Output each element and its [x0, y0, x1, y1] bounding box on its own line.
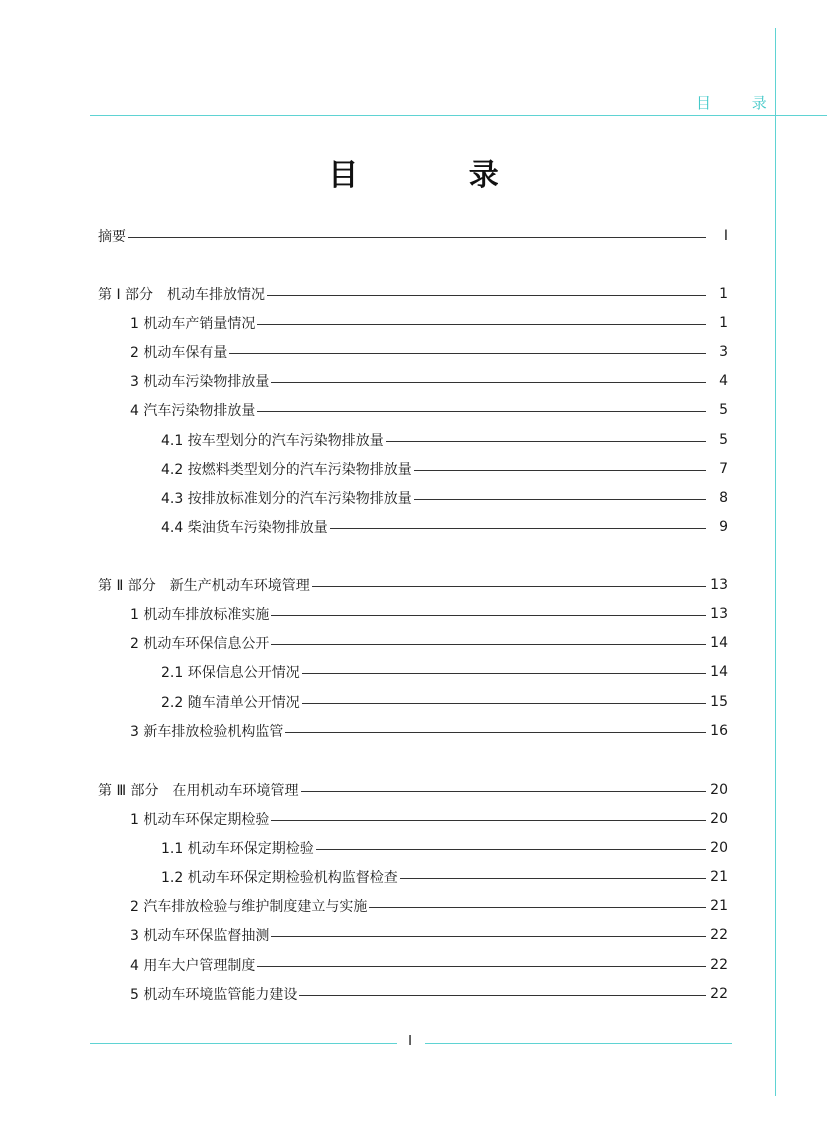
toc-leader-line	[299, 995, 706, 996]
toc-leader-line	[386, 441, 706, 442]
toc-entry[interactable]	[130, 955, 728, 975]
toc-entry[interactable]	[130, 809, 728, 829]
toc-entry-title: 1 机动车环保定期检验	[130, 812, 270, 828]
toc-leader-line	[369, 907, 706, 908]
toc-subentry[interactable]	[161, 459, 728, 479]
toc-leader-line	[257, 324, 706, 325]
toc-entry[interactable]	[130, 313, 728, 333]
toc-entry-title: 1.2 机动车环保定期检验机构监督检查	[161, 870, 398, 886]
toc-leader-line	[229, 353, 706, 354]
toc-entry-title: 第 Ⅲ 部分 在用机动车环境管理	[98, 783, 299, 799]
toc-entry-title: 2 机动车环保信息公开	[130, 636, 270, 652]
toc-leader-line	[414, 499, 706, 500]
toc-entry-title: 4 用车大户管理制度	[130, 958, 256, 974]
toc-entry-page: 1	[719, 286, 728, 302]
toc-entry-title: 4.4 柴油货车污染物排放量	[161, 520, 328, 536]
toc-leader-line	[271, 382, 706, 383]
toc-entry-title: 2.2 随车清单公开情况	[161, 695, 300, 711]
toc-entry-page: 20	[710, 840, 728, 856]
toc-entry-page: I	[723, 228, 728, 244]
toc-entry[interactable]	[130, 896, 728, 916]
toc-entry-title: 第 Ⅰ 部分 机动车排放情况	[98, 287, 266, 303]
toc-leader-line	[414, 470, 706, 471]
toc-leader-line	[285, 732, 706, 733]
toc-entry-page: 3	[719, 344, 728, 360]
toc-leader-line	[301, 791, 706, 792]
toc-entry-title: 摘要	[98, 229, 126, 245]
toc-entry-title: 2.1 环保信息公开情况	[161, 665, 300, 681]
toc-subentry[interactable]	[161, 517, 728, 537]
toc-entry-page: 22	[710, 927, 728, 943]
toc-leader-line	[257, 411, 706, 412]
toc-leader-line	[271, 615, 706, 616]
toc-subentry[interactable]	[161, 488, 728, 508]
toc-leader-line	[271, 820, 706, 821]
toc-leader-line	[128, 237, 706, 238]
toc-entry-page: 22	[710, 957, 728, 973]
toc-entry-page: 15	[710, 694, 728, 710]
toc-leader-line	[257, 966, 706, 967]
toc-entry-page: 13	[710, 577, 728, 593]
toc-part-heading[interactable]	[98, 575, 728, 595]
toc-leader-line	[316, 849, 706, 850]
toc-subentry[interactable]	[161, 867, 728, 887]
toc-entry-page: 22	[710, 986, 728, 1002]
toc-entry-title: 3 机动车环保监督抽测	[130, 928, 270, 944]
toc-entry[interactable]	[130, 371, 728, 391]
toc-entry-page: 14	[710, 635, 728, 651]
toc-entry[interactable]	[130, 604, 728, 624]
toc-entry-page: 13	[710, 606, 728, 622]
toc-entry-title: 2 机动车保有量	[130, 345, 228, 361]
toc-entry-page: 14	[710, 664, 728, 680]
toc-entry-title: 5 机动车环境监管能力建设	[130, 987, 298, 1003]
toc-entry-title: 3 机动车污染物排放量	[130, 374, 270, 390]
toc-entry-page: 20	[710, 782, 728, 798]
toc-leader-line	[400, 878, 706, 879]
toc-leader-line	[271, 936, 706, 937]
page-title: 目 录	[328, 158, 549, 193]
toc-entry-title: 1.1 机动车环保定期检验	[161, 841, 314, 857]
toc-entry[interactable]	[98, 226, 728, 246]
toc-leader-line	[302, 673, 706, 674]
toc-entry-title: 第 Ⅱ 部分 新生产机动车环境管理	[98, 578, 310, 594]
toc-entry-page: 21	[710, 869, 728, 885]
toc-entry-title: 4.3 按排放标准划分的汽车污染物排放量	[161, 491, 412, 507]
toc-entry-page: 5	[719, 432, 728, 448]
toc-subentry[interactable]	[161, 662, 728, 682]
toc-entry-title: 4 汽车污染物排放量	[130, 403, 256, 419]
toc-entry[interactable]	[130, 633, 728, 653]
toc-entry[interactable]	[130, 925, 728, 945]
toc-entry[interactable]	[130, 984, 728, 1004]
toc-entry[interactable]	[130, 721, 728, 741]
toc-leader-line	[302, 703, 706, 704]
footer-rule-right	[425, 1043, 732, 1044]
toc-entry-title: 1 机动车产销量情况	[130, 316, 256, 332]
toc-part-heading[interactable]	[98, 284, 728, 304]
toc-part-heading[interactable]	[98, 780, 728, 800]
toc-leader-line	[271, 644, 706, 645]
toc-entry-title: 2 汽车排放检验与维护制度建立与实施	[130, 899, 368, 915]
toc-entry-page: 20	[710, 811, 728, 827]
toc-leader-line	[330, 528, 706, 529]
footer-rule-left	[90, 1043, 397, 1044]
toc-entry-title: 1 机动车排放标准实施	[130, 607, 270, 623]
toc-entry-title: 4.1 按车型划分的汽车污染物排放量	[161, 433, 384, 449]
toc-entry-page: 8	[719, 490, 728, 506]
toc-subentry[interactable]	[161, 838, 728, 858]
toc-leader-line	[267, 295, 706, 296]
toc-entry-page: 21	[710, 898, 728, 914]
toc-entry[interactable]	[130, 342, 728, 362]
toc-leader-line	[312, 586, 706, 587]
toc-entry-page: 4	[719, 373, 728, 389]
toc-entry-page: 9	[719, 519, 728, 535]
toc-entry-title: 4.2 按燃料类型划分的汽车污染物排放量	[161, 462, 412, 478]
toc-entry[interactable]	[130, 400, 728, 420]
toc-subentry[interactable]	[161, 692, 728, 712]
toc-entry-page: 5	[719, 402, 728, 418]
toc-entry-title: 3 新车排放检验机构监管	[130, 724, 284, 740]
running-header: 目 录	[696, 94, 785, 112]
toc-entry-page: 16	[710, 723, 728, 739]
toc-subentry[interactable]	[161, 430, 728, 450]
page-number: I	[408, 1034, 412, 1049]
toc-entry-page: 1	[719, 315, 728, 331]
toc-entry-page: 7	[719, 461, 728, 477]
